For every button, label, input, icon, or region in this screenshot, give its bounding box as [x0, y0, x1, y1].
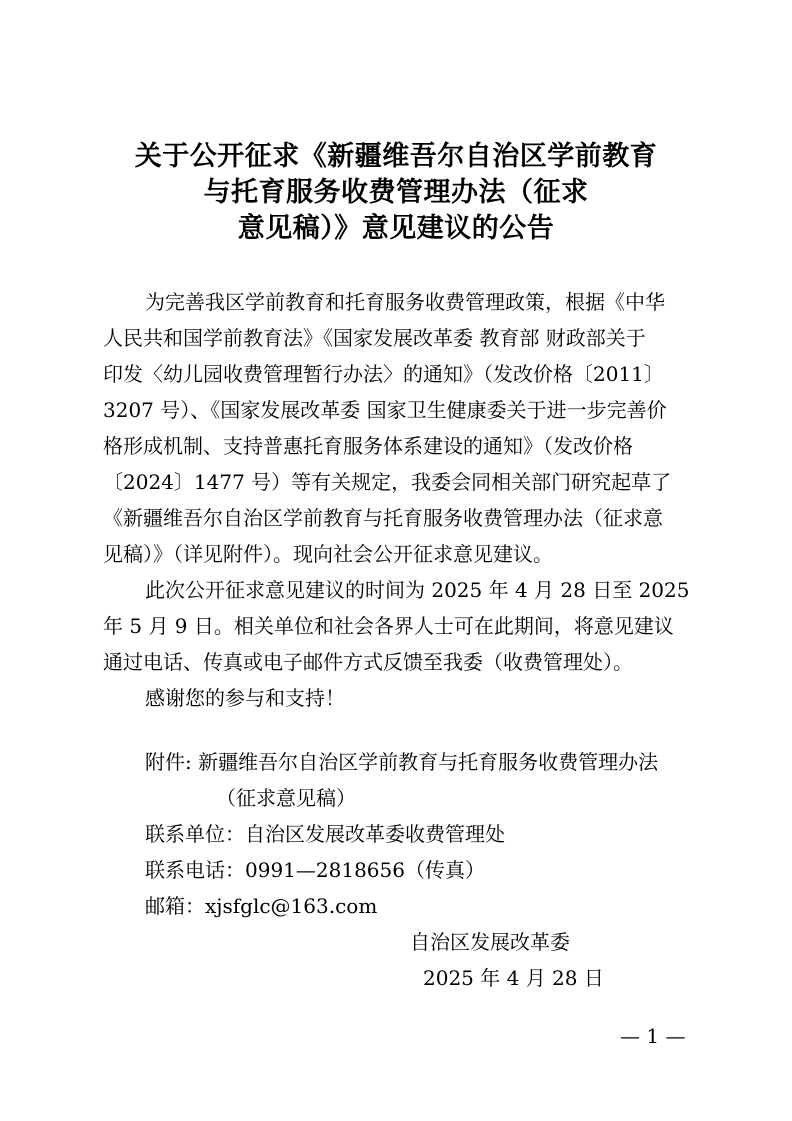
signature-date: 2025 年 4 月 28 日 — [423, 966, 604, 990]
attachment-line-1: 附件: 新疆维吾尔自治区学前教育与托育服务收费管理办法 — [145, 750, 659, 774]
document-title-line-1: 关于公开征求《新疆维吾尔自治区学前教育 — [134, 141, 658, 172]
contact-phone: 联系电话：0991—2818656（传真） — [145, 858, 485, 882]
thanks-line: 感谢您的参与和支持！ — [145, 686, 345, 710]
contact-unit: 联系单位：自治区发展改革委收费管理处 — [145, 822, 505, 846]
contact-email: 邮箱：xjsfglc@163.com — [145, 894, 378, 918]
page-number: — 1 — — [620, 1024, 686, 1048]
body-line-10: 年 5 月 9 日。相关单位和社会各界人士可在此期间，将意见建议 — [103, 614, 674, 638]
attachment-line-2: （征求意见稿） — [216, 786, 356, 810]
body-line-2: 人民共和国学前教育法》《国家发展改革委 教育部 财政部关于 — [103, 326, 646, 350]
body-line-7: 《新疆维吾尔自治区学前教育与托育服务收费管理办法（征求意 — [103, 506, 663, 530]
body-line-4: 3207 号）、《国家发展改革委 国家卫生健康委关于进一步完善价 — [103, 398, 667, 422]
body-line-3: 印发〈幼儿园收费管理暂行办法〉的通知》（发改价格〔2011〕 — [103, 362, 664, 386]
body-line-8: 见稿）》（详见附件）。现向社会公开征求意见建议。 — [103, 542, 553, 566]
body-line-5: 格形成机制、支持普惠托育服务体系建设的通知》（发改价格 — [103, 434, 633, 458]
body-line-6: 〔2024〕1477 号）等有关规定，我委会同相关部门研究起草了 — [103, 470, 672, 494]
document-title-line-3: 意见稿）》意见建议的公告 — [237, 213, 555, 244]
body-line-11: 通过电话、传真或电子邮件方式反馈至我委（收费管理处）。 — [103, 650, 633, 674]
signature-org: 自治区发展改革委 — [410, 930, 570, 954]
document-title-line-2: 与托育服务收费管理办法（征求 — [203, 177, 589, 208]
body-line-9: 此次公开征求意见建议的时间为 2025 年 4 月 28 日至 2025 — [145, 578, 690, 602]
body-line-1: 为完善我区学前教育和托育服务收费管理政策，根据《中华 — [145, 290, 665, 314]
